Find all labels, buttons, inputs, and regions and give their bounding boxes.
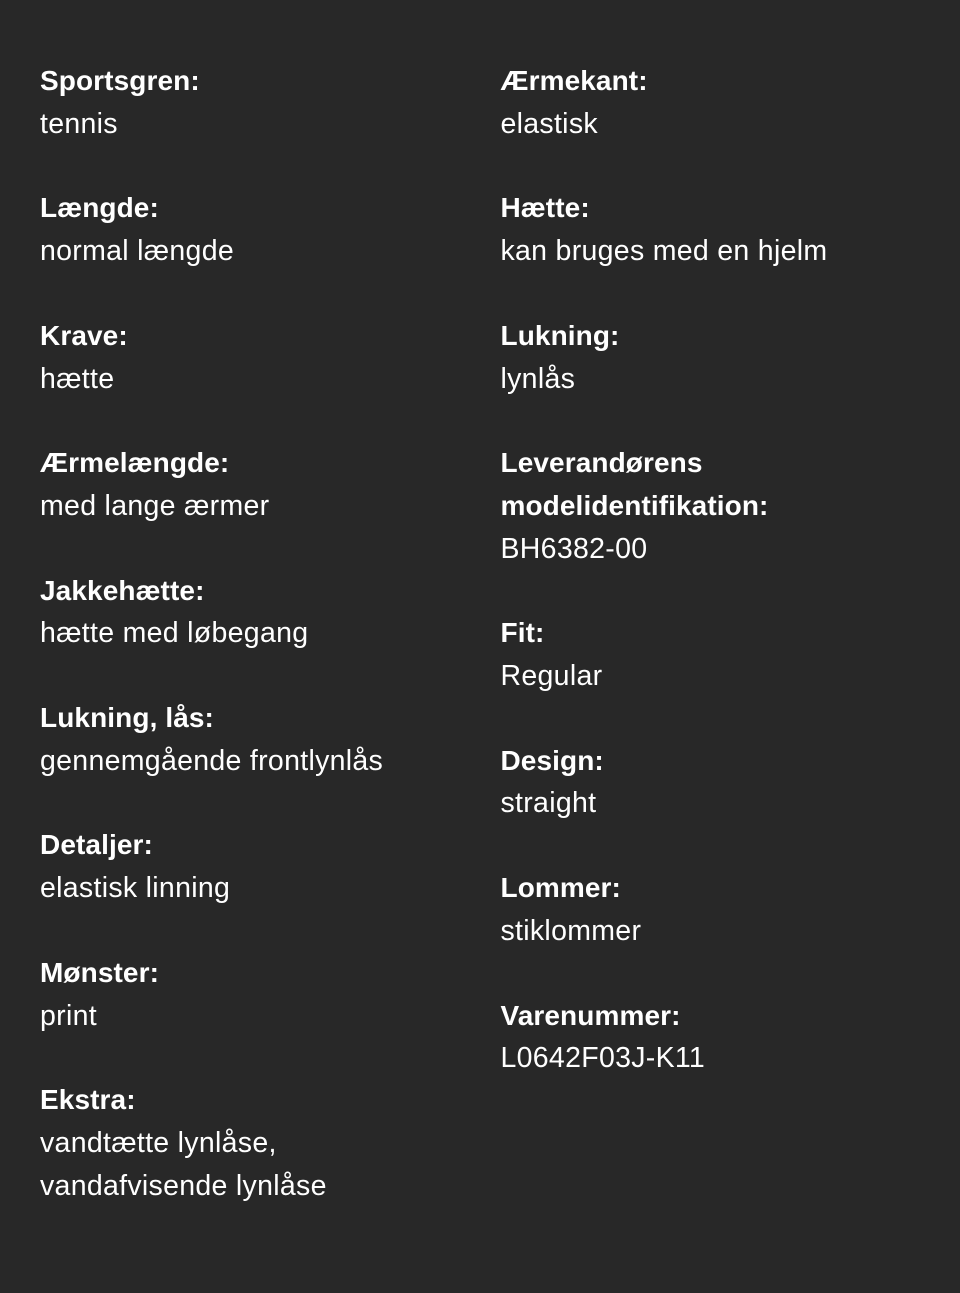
attribute-label: Ærmekant:	[500, 65, 648, 96]
attribute-value: stiklommer	[500, 914, 642, 947]
attribute-value: elastisk linning	[40, 872, 231, 905]
attribute-label: Ærmelængde:	[40, 447, 230, 479]
attribute-value: tennis	[40, 107, 118, 140]
attribute-label: Ekstra:	[40, 1084, 136, 1116]
attribute-aermelaengde	[40, 442, 500, 527]
attribute-haette	[500, 187, 920, 272]
attribute-detaljer	[40, 824, 500, 909]
attribute-fit	[500, 612, 920, 697]
attribute-lommer	[500, 867, 920, 952]
attribute-leverandoerens-modelidentifikation	[500, 442, 920, 570]
attribute-label: Design:	[500, 744, 604, 776]
attribute-label: Krave:	[40, 319, 128, 351]
attribute-label: Varenummer:	[500, 999, 681, 1031]
attribute-value: Regular	[500, 660, 603, 693]
attribute-design	[500, 740, 920, 825]
attribute-value: L0642F03J-K11	[500, 1042, 706, 1075]
attribute-value: lynlås	[500, 362, 576, 395]
attribute-moenster	[40, 952, 500, 1037]
attribute-value: vandtætte lynlåse, vandafvisende lynlåse	[40, 1126, 327, 1202]
attribute-value: normal længde	[40, 235, 235, 268]
attribute-value: straight	[500, 787, 597, 820]
attribute-lukning-laas	[40, 697, 500, 782]
attribute-label: Detaljer:	[40, 829, 153, 861]
attribute-varenummer	[500, 995, 920, 1080]
attribute-laengde	[40, 187, 500, 272]
attribute-value: hætte	[40, 362, 115, 395]
attribute-value: print	[40, 999, 97, 1032]
attribute-label: Lukning, lås:	[40, 702, 214, 734]
attribute-label: Mønster:	[40, 956, 160, 988]
attributes-column-left	[40, 60, 500, 1293]
attribute-aermekant	[500, 60, 920, 145]
attribute-label: Jakkehætte:	[40, 574, 205, 606]
attribute-label: Fit:	[500, 617, 545, 649]
attribute-label: Sportsgren:	[40, 65, 200, 96]
attribute-label: Lukning:	[500, 319, 620, 351]
attribute-ekstra	[40, 1079, 500, 1207]
attribute-krave	[40, 315, 500, 400]
attribute-value: gennemgående frontlynlås	[40, 744, 384, 777]
attribute-label: Længde:	[40, 192, 159, 224]
attribute-value: hætte med løbegang	[40, 617, 309, 650]
attribute-sportsgren	[40, 60, 500, 145]
attribute-value: kan bruges med en hjelm	[500, 235, 828, 268]
attribute-lukning	[500, 315, 920, 400]
attribute-label: Hætte:	[500, 192, 590, 224]
attribute-value: elastisk	[500, 107, 598, 140]
attribute-value: med lange ærmer	[40, 489, 270, 522]
attribute-label: Lommer:	[500, 872, 621, 904]
attribute-value: BH6382-00	[500, 532, 648, 565]
attribute-label: Leverandørens modelidentifikation:	[500, 447, 769, 521]
attributes-column-right	[500, 60, 920, 1293]
attribute-jakkehaette	[40, 570, 500, 655]
